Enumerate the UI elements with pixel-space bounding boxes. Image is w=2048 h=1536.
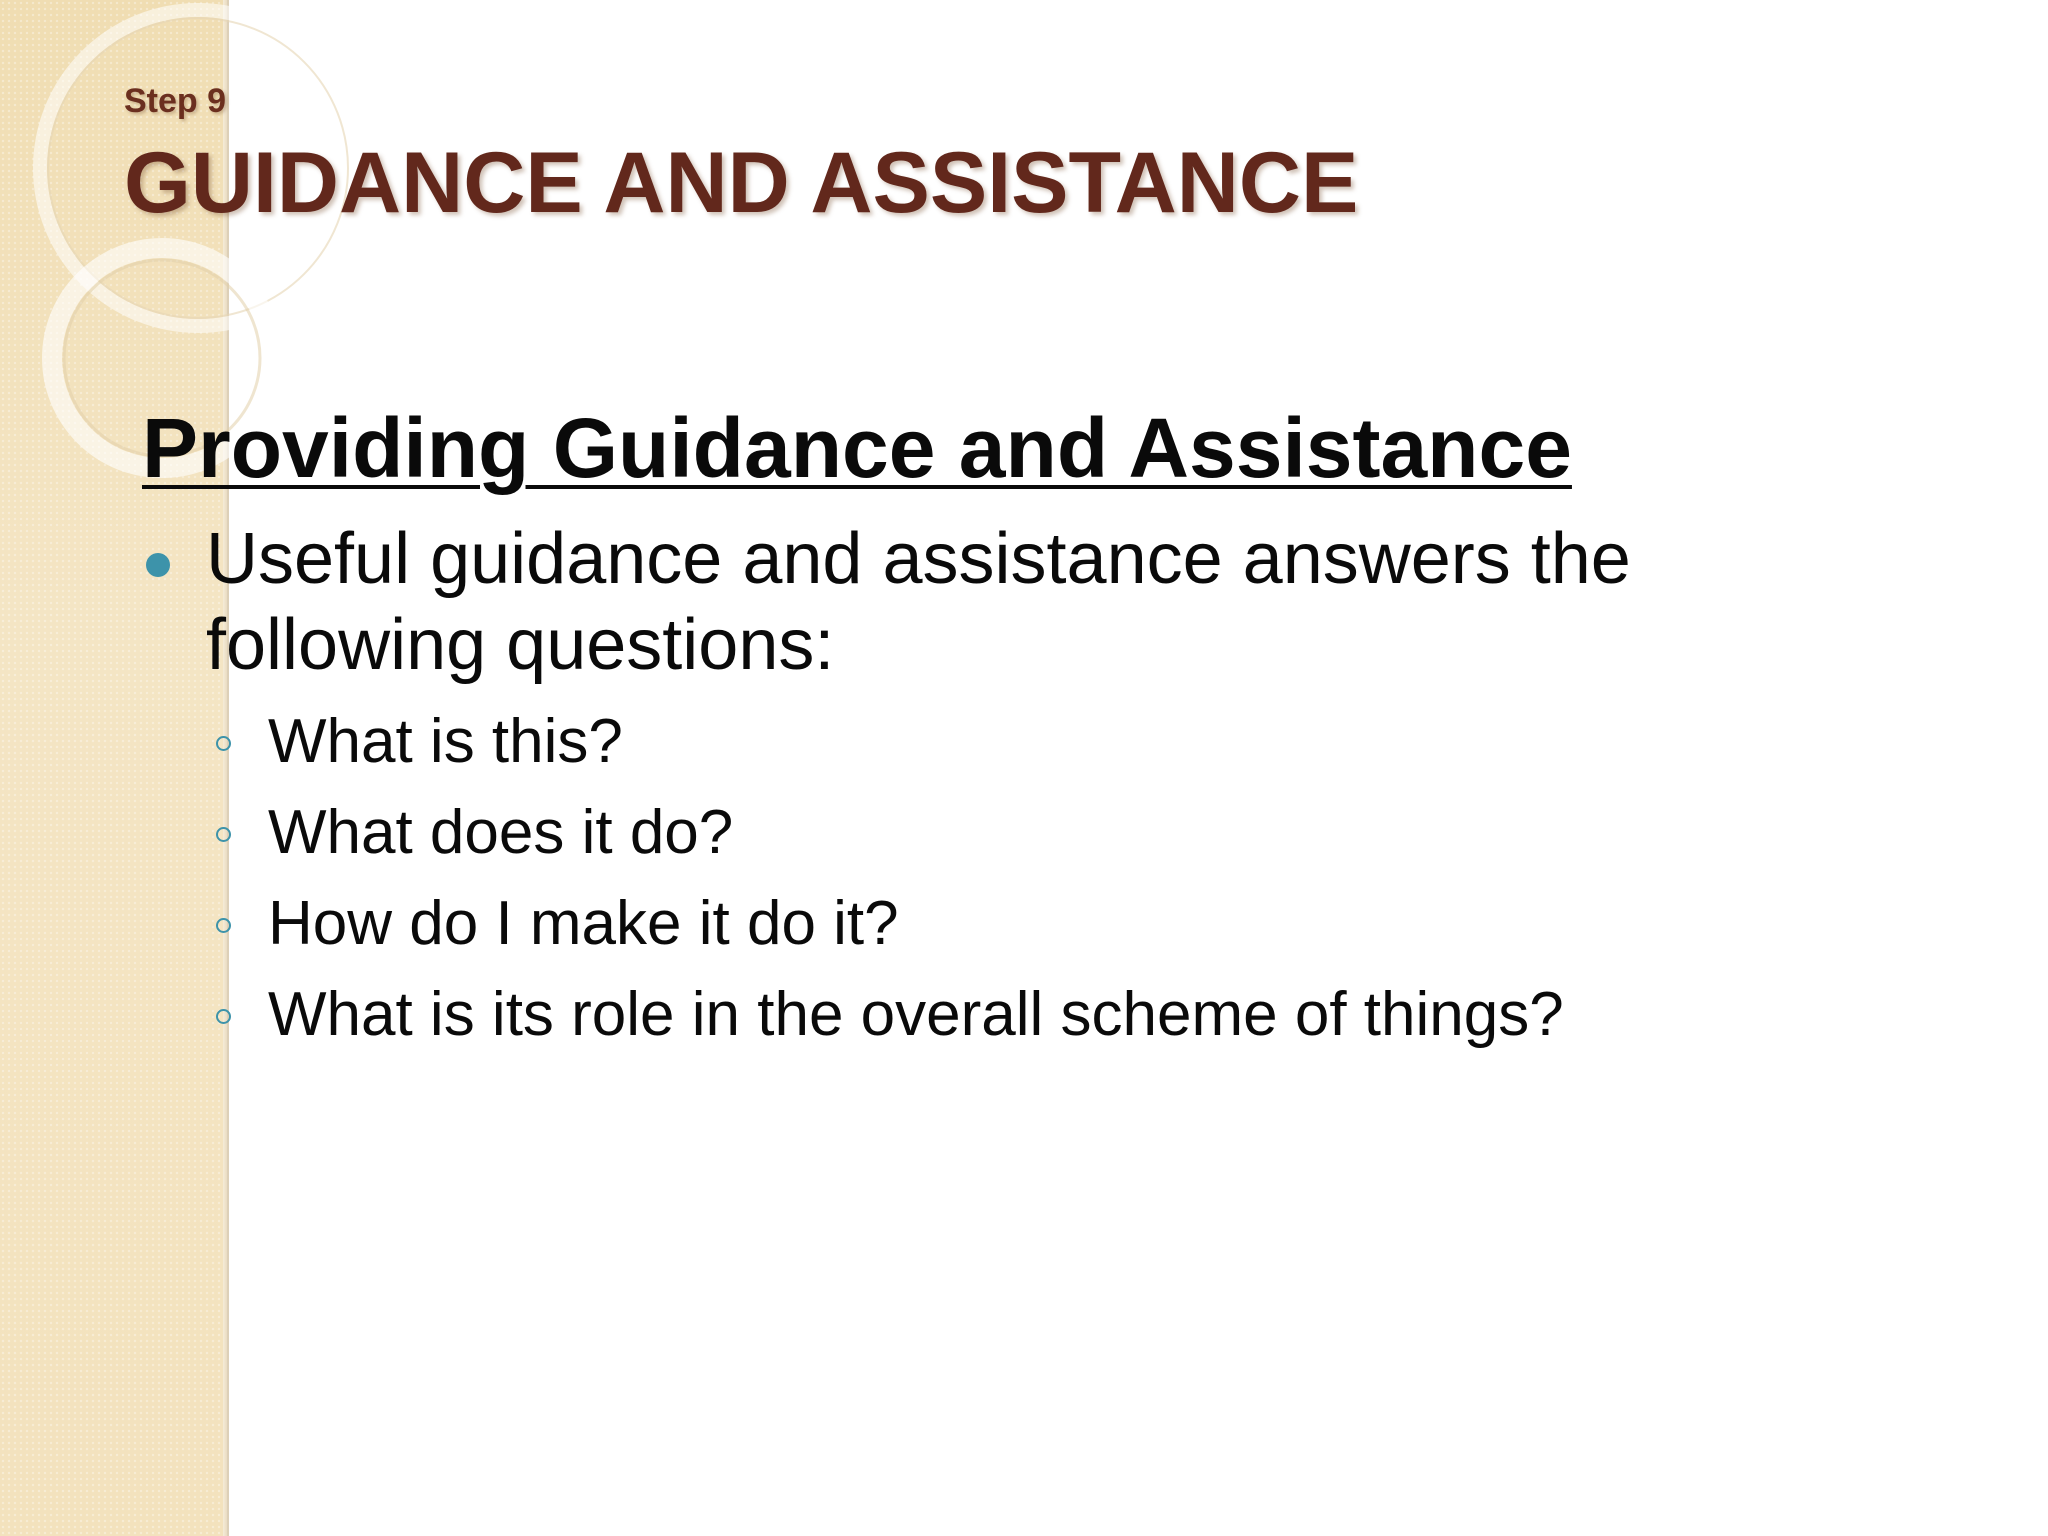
sub-bullet-text: What is its role in the overall scheme of things? <box>268 980 1564 1049</box>
sub-bullet-text: How do I make it do it? <box>268 889 899 958</box>
step-label: Step 9 <box>124 82 227 120</box>
bullet-dot-icon <box>146 553 170 577</box>
main-bullet-text: Useful guidance and assistance answers the following questions: <box>206 519 1631 685</box>
ring-bullet-icon <box>216 918 231 933</box>
slide-title: GUIDANCE AND ASSISTANCE <box>124 135 1359 231</box>
ring-bullet-icon <box>216 736 231 751</box>
ring-bullet-icon <box>216 1009 231 1024</box>
sub-bullet-text: What does it do? <box>268 798 734 867</box>
section-heading: Providing Guidance and Assistance <box>142 401 1572 495</box>
ring-bullet-icon <box>216 827 231 842</box>
sub-bullet-text: What is this? <box>268 707 623 776</box>
